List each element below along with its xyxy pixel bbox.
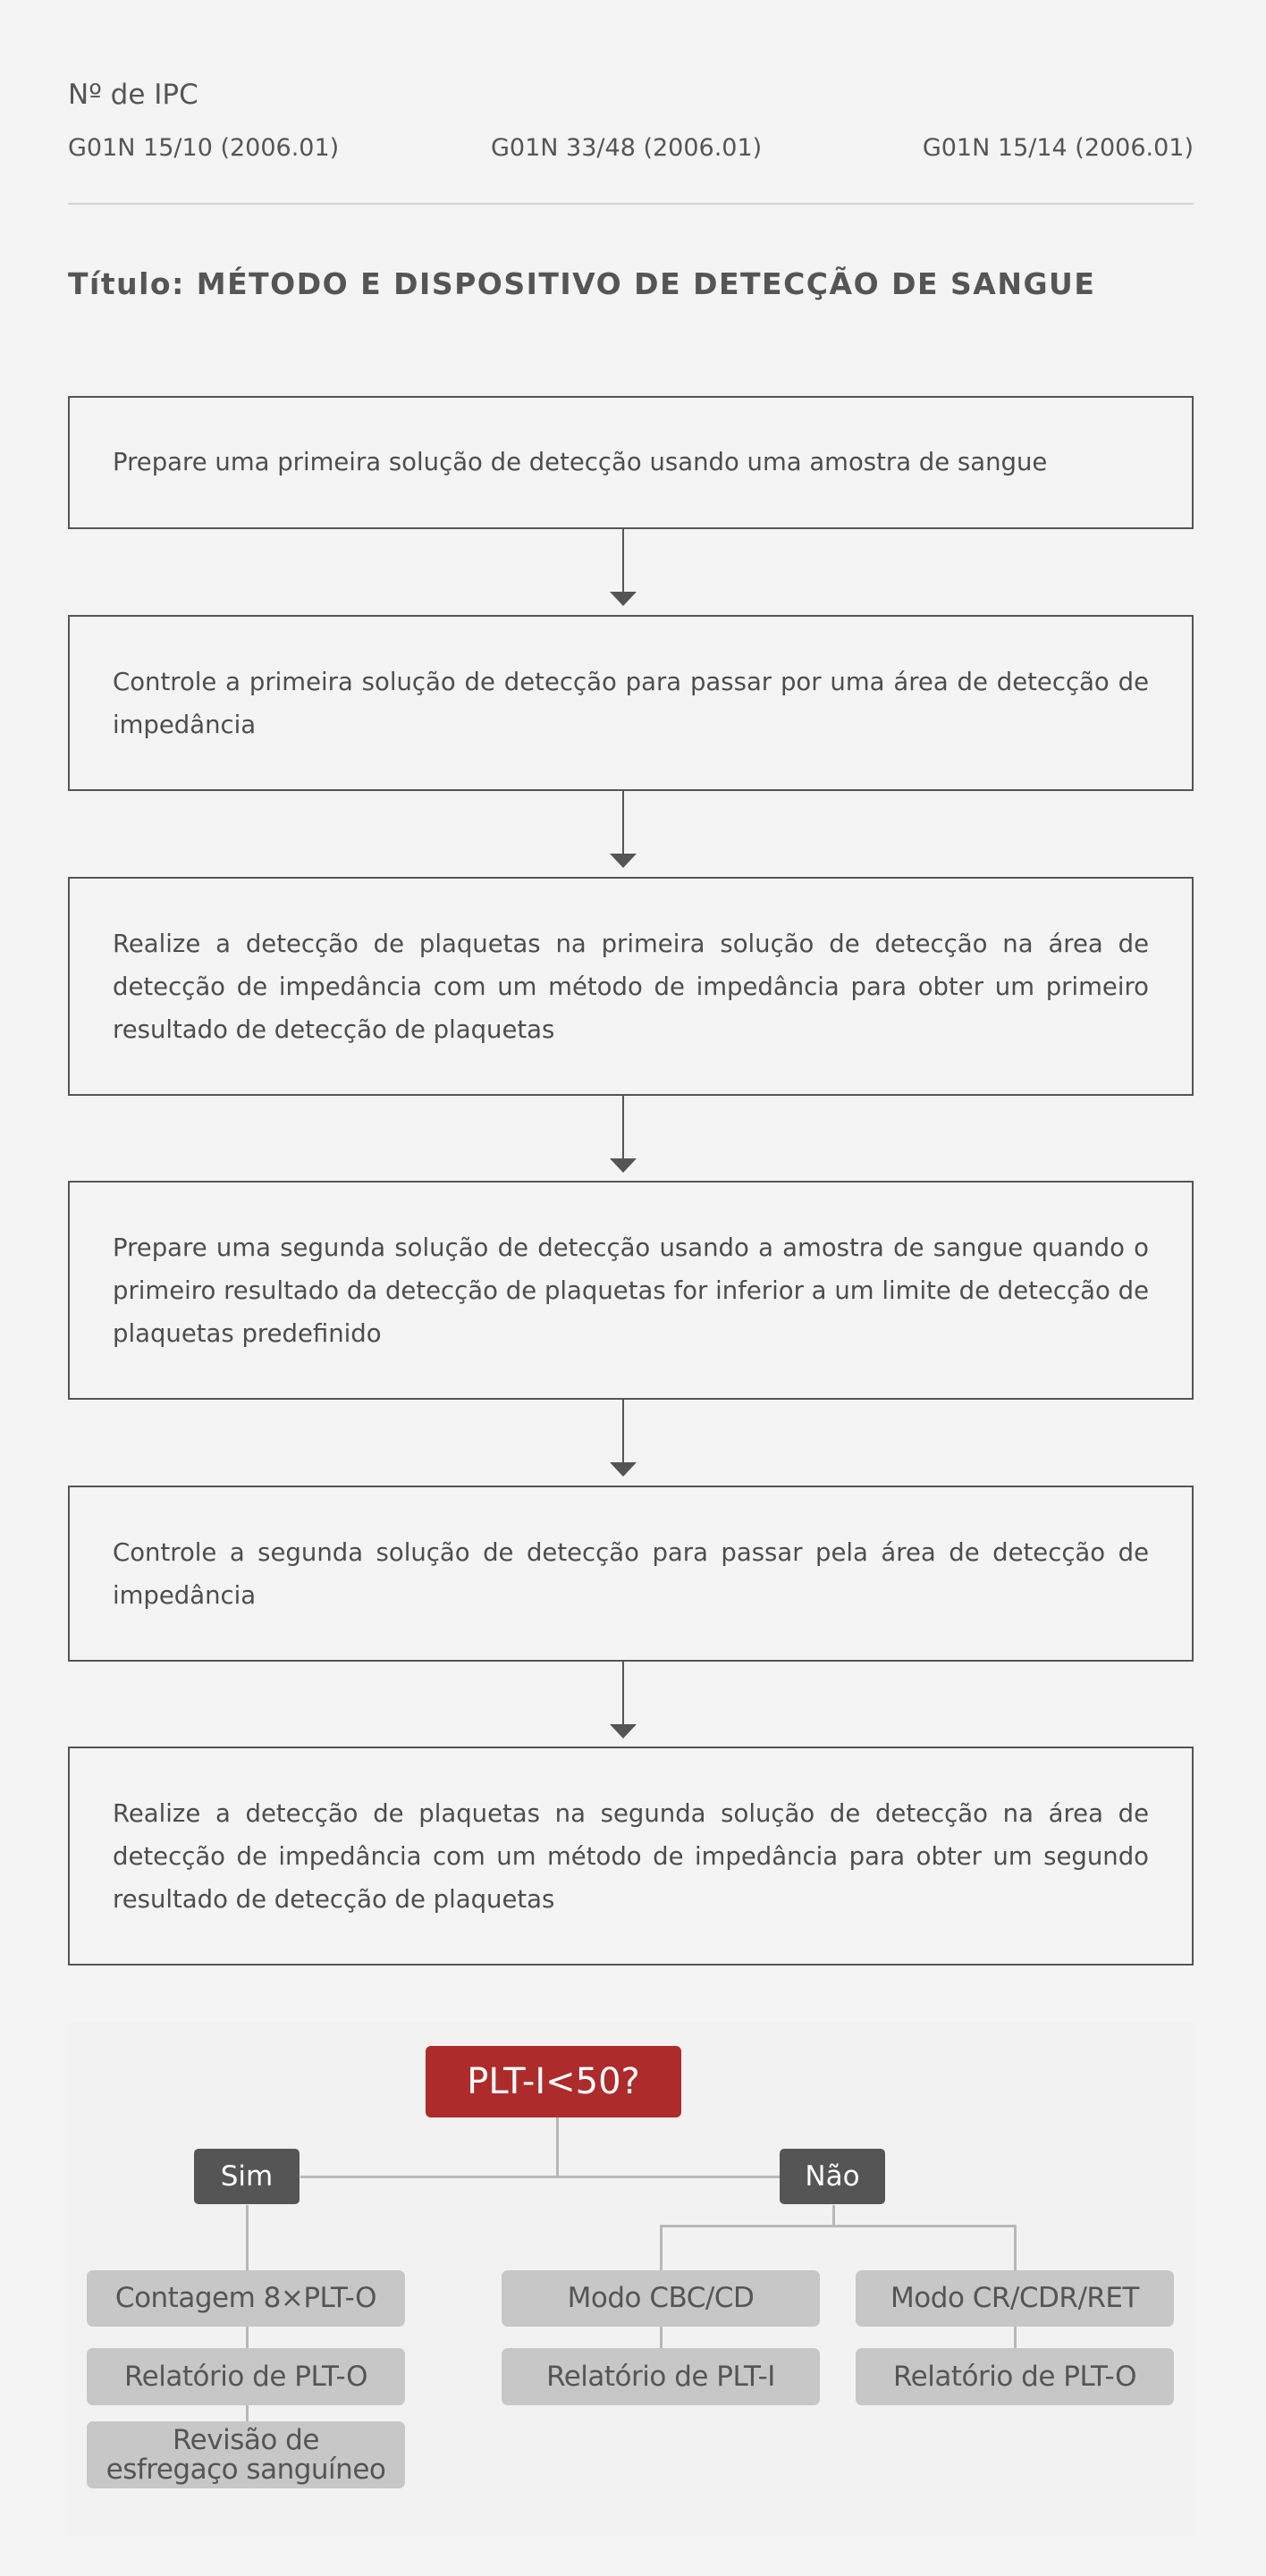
- page-title: Título: MÉTODO E DISPOSITIVO DE DETECÇÃO DE SANGUE: [68, 266, 1096, 301]
- tree-connector: [660, 2225, 663, 2270]
- flow-arrow-line: [622, 791, 624, 854]
- flow-step-5: [68, 1486, 1194, 1662]
- flow-step-4: [68, 1181, 1194, 1400]
- tree-connector: [660, 2225, 1017, 2227]
- flow-step-text: Prepare uma segunda solução de detecção usando a amostra de sangue quando o primeiro resultado da detecção de plaquetas for inferior a um limite de detecção de plaquetas predefinido: [113, 1233, 1149, 1348]
- ipc-code: G01N 15/14 (2006.01): [922, 134, 1194, 162]
- arrow-down-icon: [610, 592, 637, 606]
- flow-step-2: [68, 615, 1194, 791]
- arrow-down-icon: [610, 1158, 637, 1173]
- tree-connector: [246, 2405, 249, 2421]
- flow-step-text: Prepare uma primeira solução de detecção usando uma amostra de sangue: [113, 448, 1048, 476]
- tree-connector: [1014, 2327, 1017, 2348]
- tree-connector: [300, 2176, 781, 2178]
- result-node: Relatório de PLT-O: [856, 2348, 1174, 2405]
- flow-arrow-line: [622, 1096, 624, 1158]
- decision-question-node: PLT-I<50?: [426, 2046, 681, 2117]
- result-node: Revisão de esfregaço sanguíneo: [87, 2421, 405, 2488]
- tree-connector: [660, 2327, 663, 2348]
- tree-connector: [246, 2327, 249, 2348]
- flow-arrow-line: [622, 529, 624, 592]
- flow-arrow-line: [622, 1662, 624, 1724]
- ipc-code: G01N 33/48 (2006.01): [491, 134, 763, 162]
- flow-step-text: Controle a primeira solução de detecção para passar por uma área de detecção de impedância: [113, 668, 1149, 739]
- tree-connector: [1014, 2225, 1017, 2270]
- yes-node: Sim: [194, 2149, 300, 2204]
- flow-step-3: [68, 877, 1194, 1096]
- flow-step-text: Realize a detecção de plaquetas na primeira solução de detecção na área de detecção de impedância com um método de impedância para obter um primeiro resultado de detecção de plaquetas: [113, 930, 1149, 1044]
- result-node: Relatório de PLT-O: [87, 2348, 405, 2405]
- result-node: Contagem 8×PLT-O: [87, 2270, 405, 2327]
- header-divider: [68, 203, 1194, 205]
- flow-step-6: [68, 1747, 1194, 1966]
- flow-arrow-line: [622, 1400, 624, 1462]
- tree-connector: [246, 2205, 249, 2270]
- arrow-down-icon: [610, 854, 637, 868]
- result-node: Modo CR/CDR/RET: [856, 2270, 1174, 2327]
- no-node: Não: [780, 2149, 885, 2204]
- result-node: Modo CBC/CD: [502, 2270, 820, 2327]
- flow-step-1: [68, 396, 1194, 529]
- flow-step-text: Realize a detecção de plaquetas na segunda solução de detecção na área de detecção de impedância com um método de impedância para obter um segundo resultado de detecção de plaquetas: [113, 1799, 1149, 1914]
- tree-connector: [556, 2117, 559, 2177]
- tree-connector: [832, 2205, 835, 2227]
- ipc-code: G01N 15/10 (2006.01): [68, 134, 340, 162]
- arrow-down-icon: [610, 1462, 637, 1477]
- result-node: Relatório de PLT-I: [502, 2348, 820, 2405]
- flow-step-text: Controle a segunda solução de detecção para passar pela área de detecção de impedância: [113, 1538, 1149, 1610]
- arrow-down-icon: [610, 1724, 637, 1738]
- ipc-label: Nº de IPC: [68, 79, 198, 111]
